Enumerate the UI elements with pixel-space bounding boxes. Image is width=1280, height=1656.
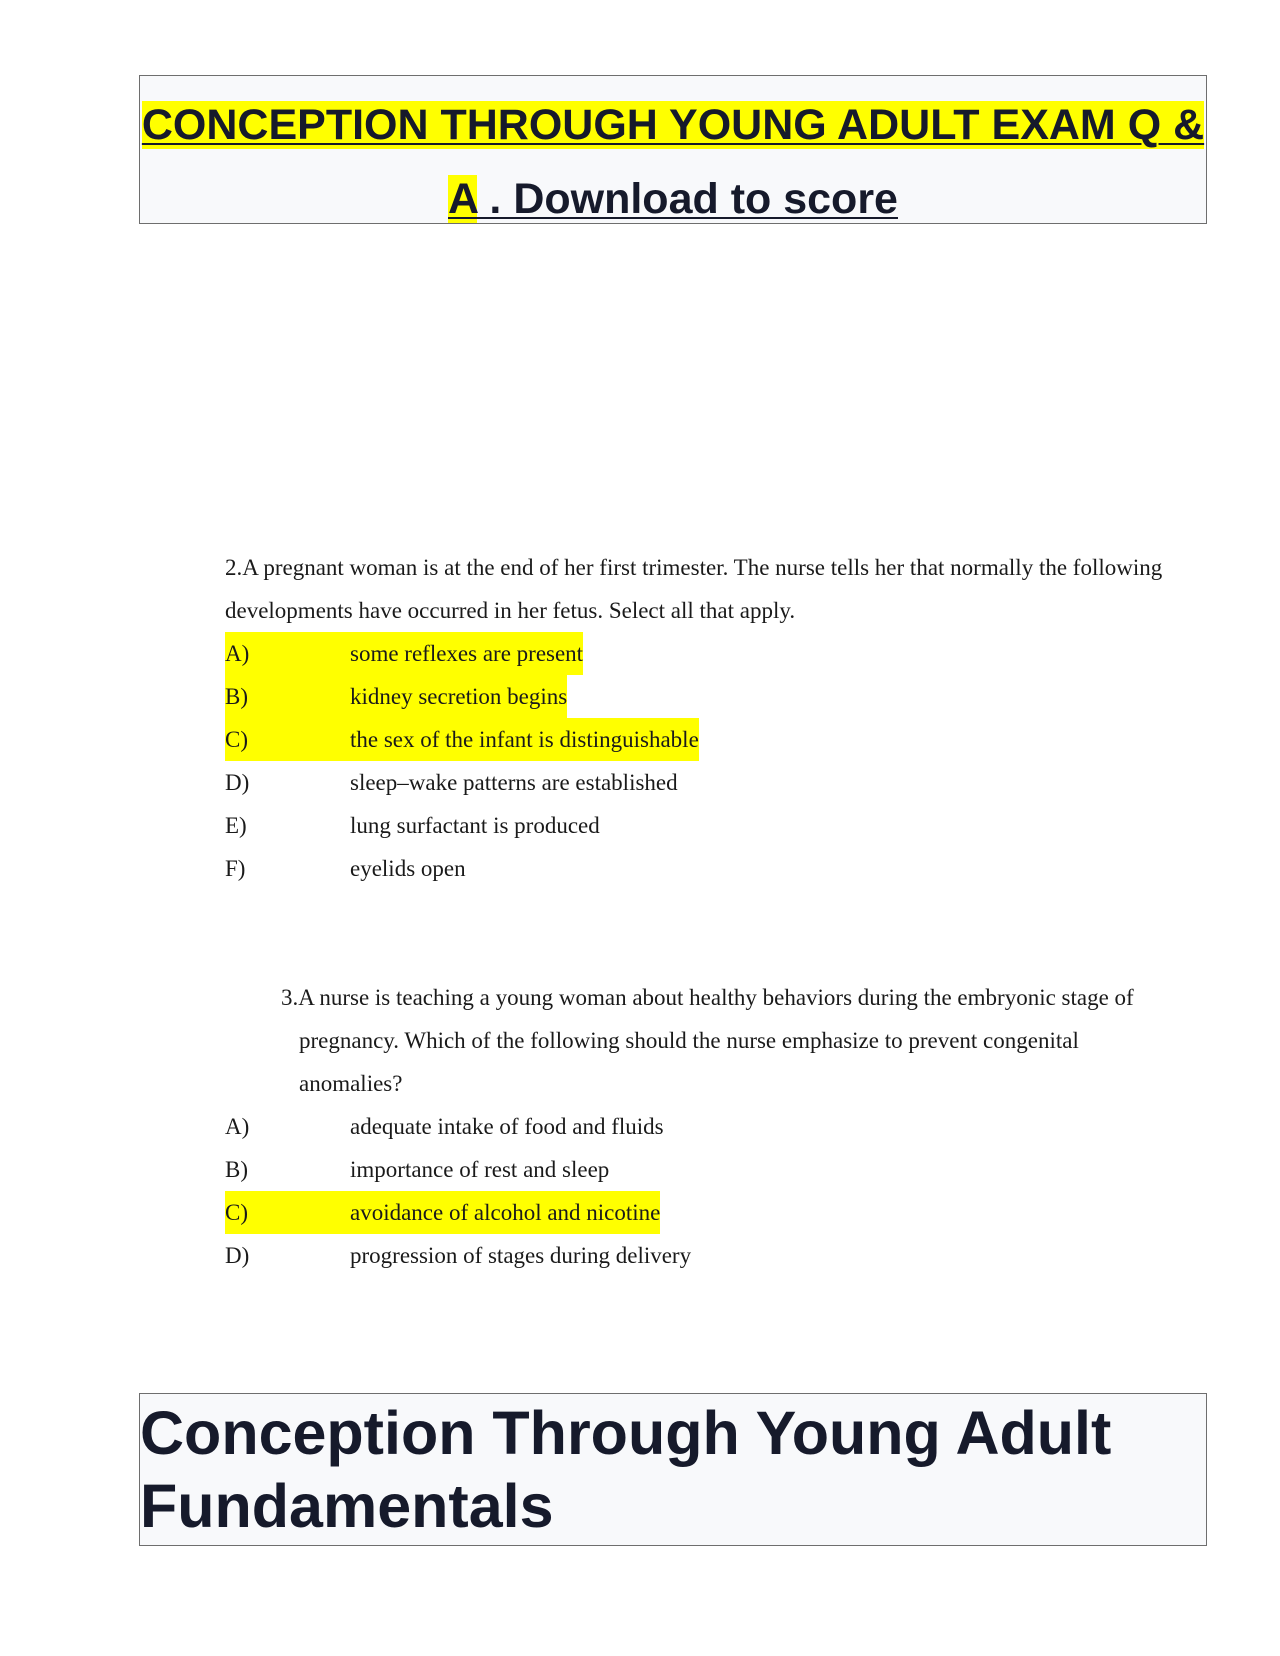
question-2-text: 2.A pregnant woman is at the end of her first trimester. The nurse tells her that normally the following developments have occurred in her fetus. Select all that apply.: [225, 555, 1163, 623]
option-text: importance of rest and sleep: [350, 1157, 610, 1182]
option-letter: D): [225, 1243, 250, 1268]
answer-option: [225, 761, 699, 804]
option-row: [225, 1234, 691, 1277]
question-2-options: [225, 632, 699, 890]
option-text: adequate intake of food and fluids: [350, 1114, 664, 1139]
option-letter: B): [225, 1157, 248, 1182]
option-letter: D): [225, 770, 250, 795]
question-3-text: 3.A nurse is teaching a young woman about healthy behaviors during the embryonic stage of pregnancy. Which of the following should the nurse emphasize to prevent congenital anomalies?: [281, 985, 1134, 1096]
option-letter: C): [225, 727, 248, 752]
option-row: [225, 761, 678, 804]
document-title-box: [139, 75, 1207, 224]
title-link-part-1[interactable]: CONCEPTION THROUGH YOUNG ADULT EXAM Q &: [141, 101, 1205, 149]
option-row: [225, 1148, 609, 1191]
option-letter: F): [225, 856, 246, 881]
answer-option: [225, 847, 699, 890]
answer-option: [225, 675, 699, 718]
answer-option: [225, 1234, 691, 1277]
option-text: kidney secretion begins: [350, 684, 568, 709]
option-letter: B): [225, 684, 248, 709]
answer-option: [225, 718, 699, 761]
option-letter: A): [225, 641, 250, 666]
question-3-options: [225, 1105, 691, 1277]
section-heading-box: [139, 1393, 1207, 1546]
option-text: avoidance of alcohol and nicotine: [350, 1200, 661, 1225]
section-heading-line-1: Conception Through Young Adult: [140, 1399, 1112, 1467]
answer-option: [225, 1191, 691, 1234]
option-letter: C): [225, 1200, 248, 1225]
option-text: lung surfactant is produced: [350, 813, 600, 838]
option-row: [225, 675, 567, 718]
option-text: the sex of the infant is distinguishable: [350, 727, 699, 752]
answer-option: [225, 632, 699, 675]
title-link-part-2[interactable]: A: [448, 175, 478, 223]
option-letter: A): [225, 1114, 250, 1139]
option-row: [225, 847, 466, 890]
option-row: [225, 804, 600, 847]
option-text: sleep–wake patterns are established: [350, 770, 678, 795]
answer-option: [225, 1148, 691, 1191]
option-row: [225, 1191, 660, 1234]
title-line-1: [140, 98, 1206, 152]
title-line-2: [140, 174, 1206, 224]
option-text: some reflexes are present: [350, 641, 584, 666]
option-text: eyelids open: [350, 856, 466, 881]
option-text: progression of stages during delivery: [350, 1243, 692, 1268]
answer-option: [225, 1105, 691, 1148]
option-row: [225, 1105, 664, 1148]
option-row: [225, 632, 583, 675]
section-heading-line-2: Fundamentals: [140, 1472, 554, 1540]
option-letter: E): [225, 813, 247, 838]
answer-option: [225, 804, 699, 847]
title-link-part-3[interactable]: . Download to score: [477, 175, 898, 223]
option-row: [225, 718, 699, 761]
